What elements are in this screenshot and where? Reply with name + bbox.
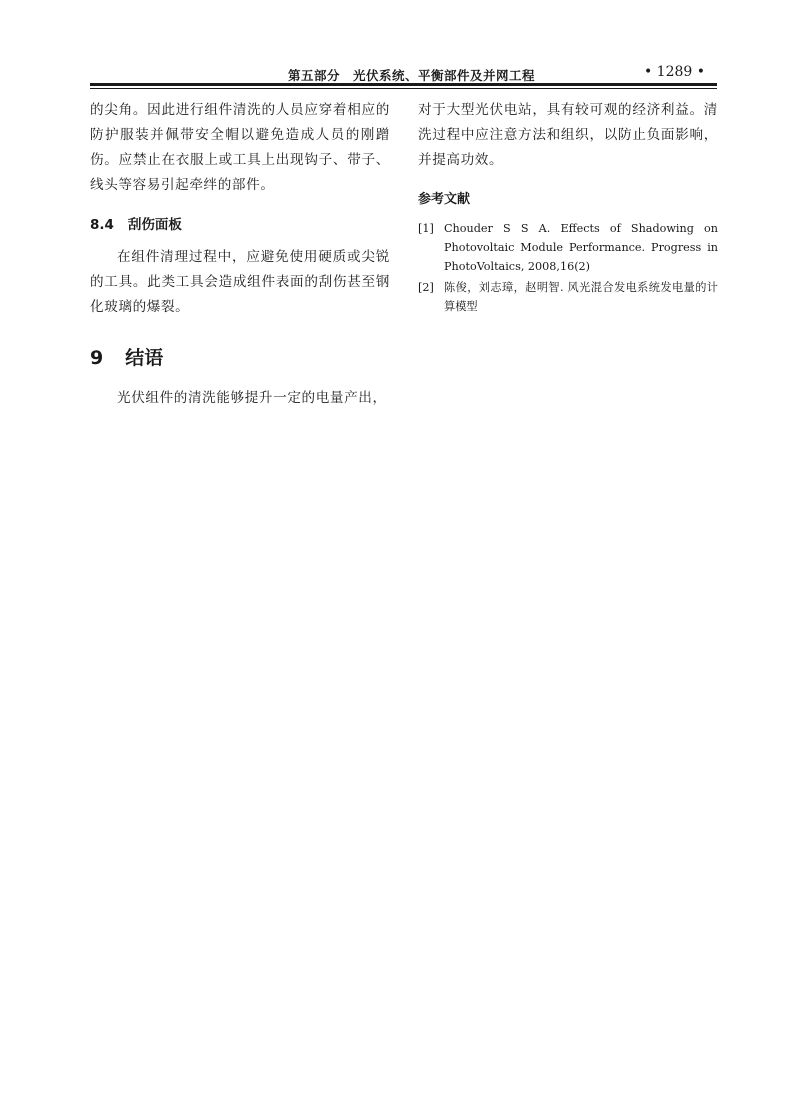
reference-text: Chouder S S A. Effects of Shadowing on Photovoltaic Module Performance. Progress in PhotoVoltaics, 2008,16(2) — [444, 222, 718, 273]
reference-tag: [1] — [418, 222, 434, 235]
section-title: 刮伤面板 — [127, 217, 182, 233]
header-rule-thin — [90, 88, 717, 89]
left-column — [90, 98, 390, 411]
section-number: 9 — [90, 347, 104, 369]
section-number: 8.4 — [90, 217, 114, 233]
reference-text: 陈俊，刘志璋，赵明智. 风光混合发电系统发电量的计算模型 — [444, 281, 718, 313]
reference-item — [418, 278, 718, 316]
section-heading-8-4 — [90, 213, 390, 233]
reference-tag: [2] — [418, 281, 434, 294]
paragraph: 对于大型光伏电站，具有较可观的经济利益。清洗过程中应注意方法和组织，以防止负面影响，并提高功效。 — [418, 102, 718, 168]
paragraph: 光伏组件的清洗能够提升一定的电量产出， — [117, 390, 387, 406]
section-title: 结语 — [125, 347, 164, 369]
references-heading: 参考文献 — [418, 192, 471, 207]
page-number: • 1289 • — [643, 64, 705, 80]
running-head: 第五部分 光伏系统、平衡部件及并网工程 — [288, 68, 536, 83]
reference-item — [418, 219, 718, 276]
section-heading-9 — [90, 343, 390, 370]
paragraph: 的尖角。因此进行组件清洗的人员应穿着相应的防护服装并佩带安全帽以避免造成人员的刚蹭伤。应禁止在衣服上或工具上出现钩子、带子、线头等容易引起牵绊的部件。 — [90, 102, 390, 193]
paragraph: 在组件清理过程中，应避免使用硬质或尖锐的工具。此类工具会造成组件表面的刮伤甚至钢化玻璃的爆裂。 — [90, 249, 390, 315]
header-rule-thick — [90, 83, 717, 86]
right-column — [418, 98, 718, 318]
